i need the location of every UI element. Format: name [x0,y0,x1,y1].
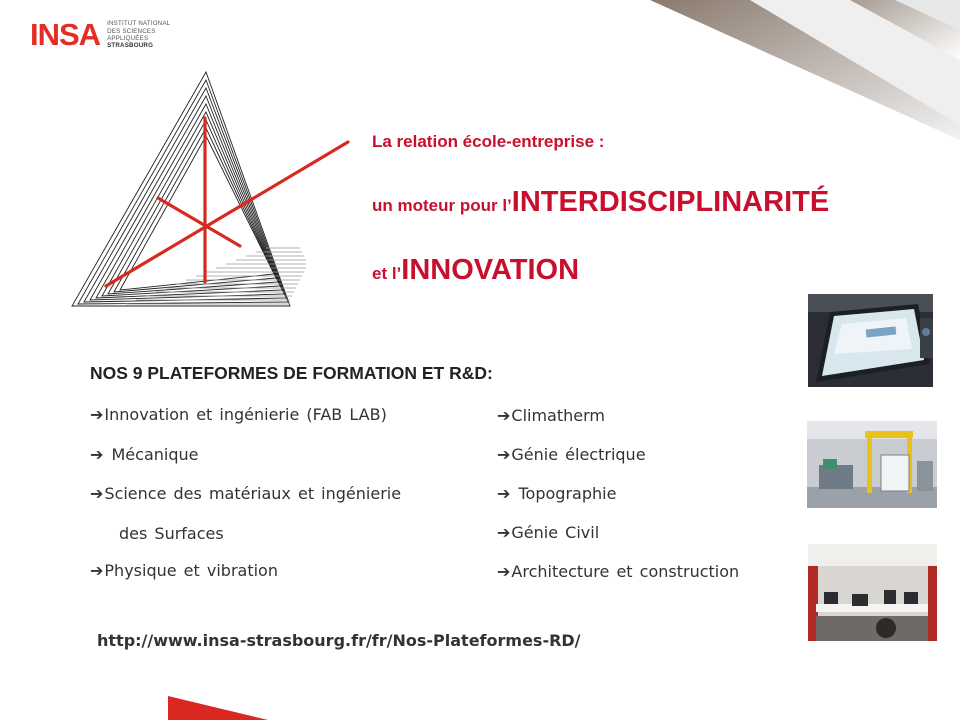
list-item-label: Science des matériaux et ingénierie [104,484,402,503]
list-item [90,484,401,503]
logo-line: APPLIQUÉES [107,35,149,42]
headline-prefix: et l’ [372,264,402,283]
bottom-red-accent [168,696,268,720]
platforms-link[interactable]: http://www.insa-strasbourg.fr/fr/Nos-Plateformes-RD/ [97,631,581,650]
list-item [90,561,278,580]
list-item [497,406,605,425]
list-item [497,445,646,464]
arrow-right-icon: ➔ [497,523,511,542]
photo-workshop [807,421,937,508]
arrow-right-icon: ➔ [90,445,104,464]
list-item-label: Génie Civil [511,523,600,542]
arrow-right-icon: ➔ [497,484,511,503]
arrow-right-icon: ➔ [497,562,511,581]
list-item-label: Architecture et construction [511,562,740,581]
list-item [497,484,616,503]
logo-line: INSTITUT NATIONAL [107,20,171,28]
headline-prefix: un moteur pour l’ [372,196,512,215]
headline-line-2 [372,186,829,219]
list-item-label: Génie électrique [511,445,646,464]
arrow-right-icon: ➔ [497,445,511,464]
list-item [90,445,198,464]
arrow-right-icon: ➔ [90,405,104,424]
arrow-right-icon: ➔ [90,561,104,580]
arrow-right-icon: ➔ [497,406,511,425]
list-item-label: Climatherm [511,406,605,425]
headline-line-1: La relation école-entreprise : [372,132,605,151]
photo-fablab [808,294,933,387]
photo-computer-lab [808,544,937,641]
list-item-label: Physique et vibration [104,561,278,580]
list-item-continuation: des Surfaces [119,524,224,543]
headline-keyword-innovation: INNOVATION [401,254,580,286]
headline-line-3 [372,254,579,287]
headline-keyword-interdisciplinarite: INTERDISCIPLINARITÉ [511,186,830,218]
section-title: NOS 9 PLATEFORMES DE FORMATION ET R&D: [90,363,493,383]
arrow-right-icon: ➔ [90,484,104,503]
list-item-label: Topographie [511,484,617,503]
list-item-label: Mécanique [104,445,199,464]
logo-city: STRASBOURG [107,42,154,50]
logo-line: DES SCIENCES [107,27,156,35]
list-item [497,562,739,581]
logo-subtitle [107,20,170,50]
triangle-illustration [66,68,356,313]
list-item [497,523,599,542]
corner-decoration [640,0,960,140]
list-item [90,405,387,424]
list-item-label: Innovation et ingénierie (FAB LAB) [104,405,387,424]
insa-logo [30,18,170,52]
logo-wordmark: INSA [30,17,101,52]
